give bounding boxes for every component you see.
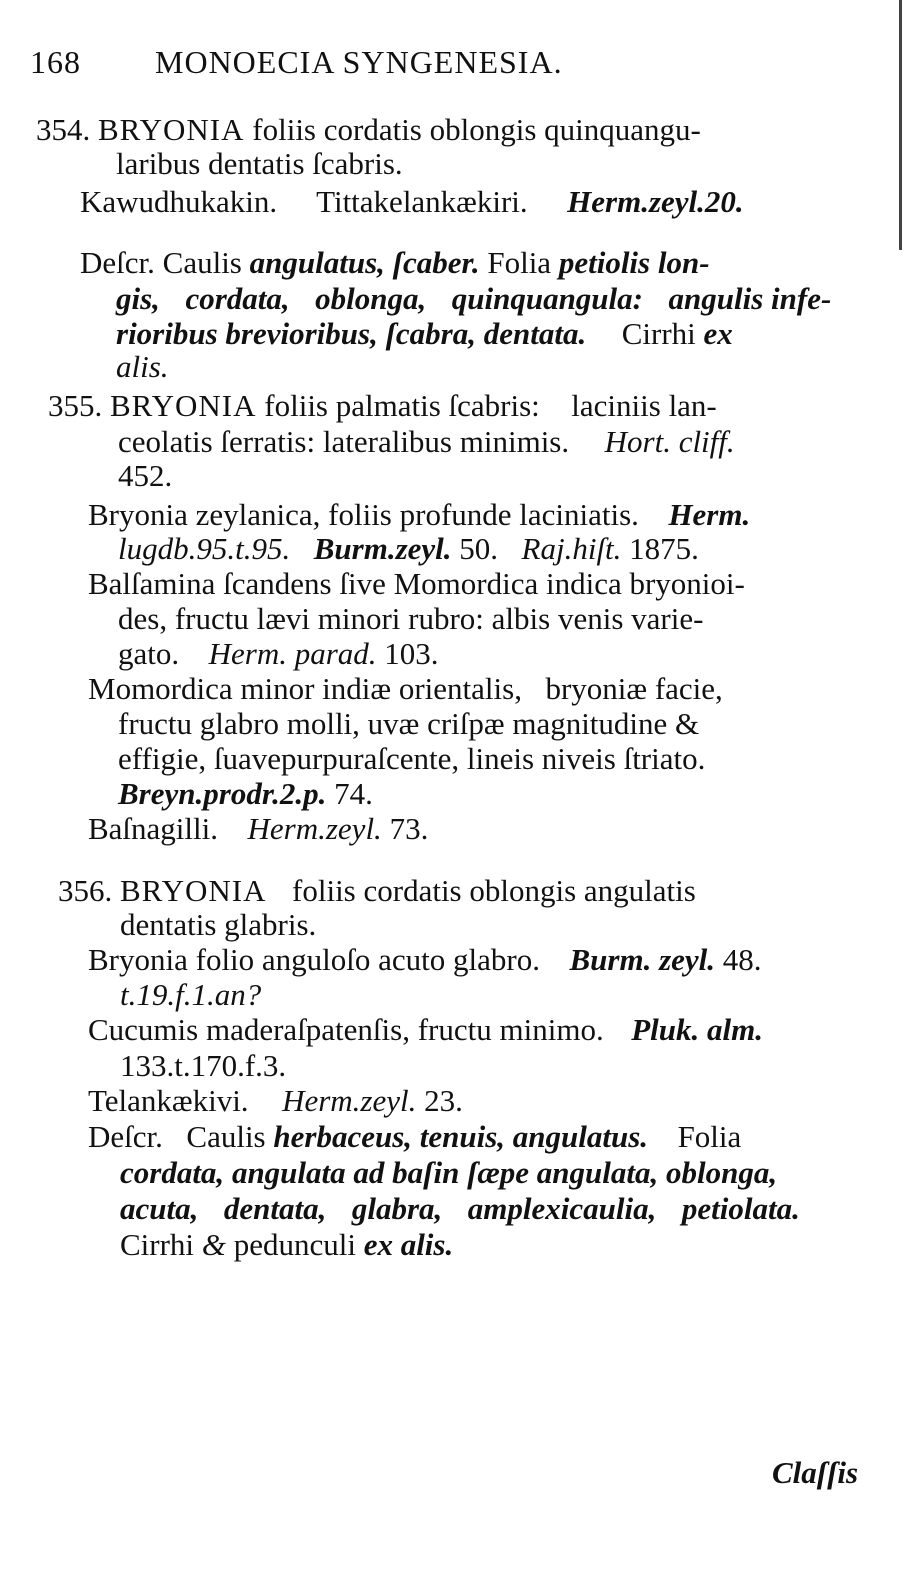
genus-name: BRYONIA (120, 873, 267, 908)
entry-number: 355. (48, 388, 103, 423)
entry-355-syn-2c: gato. Herm. parad. 103. (118, 636, 439, 671)
entry-354-descr-1: Deſcr. Caulis angulatus, ſcaber. Folia petiolis lon- (80, 245, 710, 280)
genus-name: BRYONIA (98, 112, 245, 147)
entry-356-syn-3: Telankækivi. Herm.zeyl. 23. (88, 1083, 463, 1118)
entry-number: 354. (36, 112, 91, 147)
page-number: 168 (30, 44, 81, 80)
entry-355-syn-2b: des, fructu lævi minori rubro: albis venis varie- (118, 601, 704, 636)
entry-355-syn-3a: Momordica minor indiæ orientalis, bryoniæ facie, (88, 671, 723, 706)
entry-355-line-1: 355. BRYONIA foliis palmatis ſcabris: laciniis lan- (48, 388, 717, 423)
entry-355-line-3: 452. (118, 458, 173, 493)
entry-354-line-2: laribus dentatis ſcabris. (116, 146, 403, 181)
page-edge-shadow (899, 0, 902, 250)
entry-356-syn-1a: Bryonia folio anguloſo acuto glabro. Burm. zeyl. 48. (88, 942, 762, 977)
entry-354-line-3: Kawudhukakin. Tittakelankækiri. Herm.zeyl.20. (80, 184, 744, 219)
catchword: Claſſis (772, 1455, 859, 1490)
entry-355-syn-2a: Balſamina ſcandens ſive Momordica indica bryonioi- (88, 566, 745, 601)
entry-354-line-1: 354. BRYONIA foliis cordatis oblongis quinquangu- (36, 112, 701, 147)
entry-356-syn-1b: t.19.f.1.an? (120, 977, 262, 1012)
entry-355-line-2: ceolatis ſerratis: lateralibus minimis. Hort. cliff. (118, 424, 735, 459)
entry-355-syn-3c: effigie, ſuavepurpuraſcente, lineis niveis ſtriato. (118, 741, 706, 776)
entry-number: 356. (58, 873, 113, 908)
entry-356-line-1: 356. BRYONIA foliis cordatis oblongis angulatis (58, 873, 696, 908)
entry-356-line-2: dentatis glabris. (120, 907, 317, 942)
page-header (30, 44, 563, 80)
entry-354-descr-4: alis. (116, 349, 169, 384)
entry-355-syn-1a: Bryonia zeylanica, foliis profunde laciniatis. Herm. (88, 497, 751, 532)
entry-356-syn-2a: Cucumis maderaſpatenſis, fructu minimo. Pluk. alm. (88, 1012, 763, 1047)
entry-355-syn-4: Baſnagilli. Herm.zeyl. 73. (88, 811, 429, 846)
entry-356-descr-3: acuta, dentata, glabra, amplexicaulia, petiolata. (120, 1191, 800, 1226)
entry-356-descr-4: Cirrhi & pedunculi ex alis. (120, 1227, 454, 1262)
genus-name: BRYONIA (110, 388, 257, 423)
entry-355-syn-1b: lugdb.95.t.95. Burm.zeyl. 50. Raj.hiſt. 1875. (118, 531, 699, 566)
entry-354-descr-3: rioribus brevioribus, ſcabra, dentata. Cirrhi ex (116, 316, 733, 351)
entry-355-syn-3d: Breyn.prodr.2.p. 74. (118, 776, 373, 811)
entry-354-descr-2: gis, cordata, oblonga, quinquangula: angulis infe- (116, 281, 832, 316)
entry-356-syn-2b: 133.t.170.f.3. (120, 1048, 287, 1083)
entry-356-descr-1: Deſcr. Caulis herbaceus, tenuis, angulatus. Folia (88, 1119, 742, 1154)
running-title: MONOECIA SYNGENESIA. (155, 44, 563, 80)
entry-355-syn-3b: fructu glabro molli, uvæ criſpæ magnitudine & (118, 706, 700, 741)
entry-356-descr-2: cordata, angulata ad baſin ſæpe angulata, oblonga, (120, 1155, 778, 1190)
